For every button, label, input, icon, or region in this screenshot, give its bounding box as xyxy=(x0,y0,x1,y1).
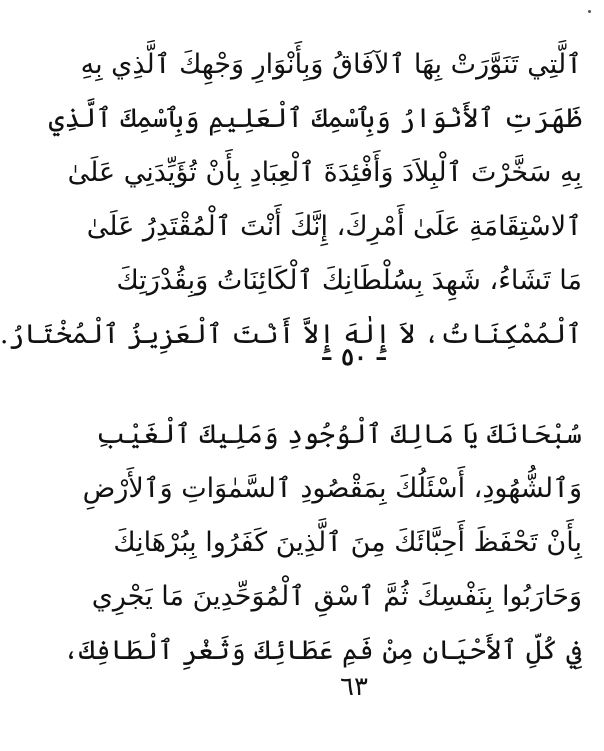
text-line: سُبْحَانَكَ يَا مَالِكَ ٱلْوُجُودِ وَمَلِيكَ ٱلْغَيْبِ xyxy=(96,419,582,450)
text-line: فِي كُلِّ ٱلأَحْيَانِ مِنْ فَمِ عَطَائِكَ وَثَغْرِ ٱلْطَافِكَ، xyxy=(63,635,582,666)
prayer-paragraph-bottom xyxy=(63,408,582,678)
text-line: ٱلْمُمْكِنَاتُ، لاَ إِلٰهَ إِلاَّ أَنْتَ ٱلْعَزِيزُ ٱلْمُخْتَارُ. xyxy=(0,319,582,350)
prayer-paragraph-top xyxy=(0,38,582,362)
section-number: – ٥٠ – xyxy=(320,342,388,371)
text-line: وَحَارَبُوا بِنَفْسِكَ ثُمَّ ٱسْقِ ٱلْمُوَحِّدِينَ مَا يَجْرِي xyxy=(91,581,582,612)
text-line: بِأَنْ تَحْفَظَ أَحِبَّائَكَ مِنَ ٱلَّذِينَ كَفَرُوا بِبُرْهَانِكَ xyxy=(113,527,582,558)
text-line: مَا تَشَاءُ، شَهِدَ بِسُلْطَانِكَ ٱلْكَائِنَاتُ وَبِقُدْرَتِكَ xyxy=(116,265,582,296)
page-number: ٦٣ xyxy=(340,672,368,702)
text-line: بِهِ سَخَّرْتَ ٱلْبِلاَدَ وَأَفْئِدَةَ ٱلْعِبَادِ بِأَنْ تُؤَيِّدَنِي عَلَىٰ xyxy=(67,157,582,188)
text-line: وَٱلشُّهُودِ، أَسْئَلُكَ بِمَقْصُودِ ٱلسَّمٰوَاتِ وَٱلأَرْضِ xyxy=(82,473,582,504)
text-line: ظَهَرَتِ ٱلأَنْوَارُ وَبِٱسْمِكَ ٱلْعَلِيمِ وَبِٱسْمِكَ ٱلَّذِي xyxy=(48,103,582,134)
text-line: ٱلَّتِي تَنَوَّرَتْ بِهَا ٱلآفَاقُ وَبِأَنْوَارِ وَجْهِكَ ٱلَّذِي بِهِ xyxy=(80,49,582,80)
text-line: ٱلاسْتِقَامَةِ عَلَىٰ أَمْرِكَ، إِنَّكَ أَنْتَ ٱلْمُقْتَدِرُ عَلَىٰ xyxy=(86,211,582,242)
scan-speck xyxy=(588,10,591,13)
